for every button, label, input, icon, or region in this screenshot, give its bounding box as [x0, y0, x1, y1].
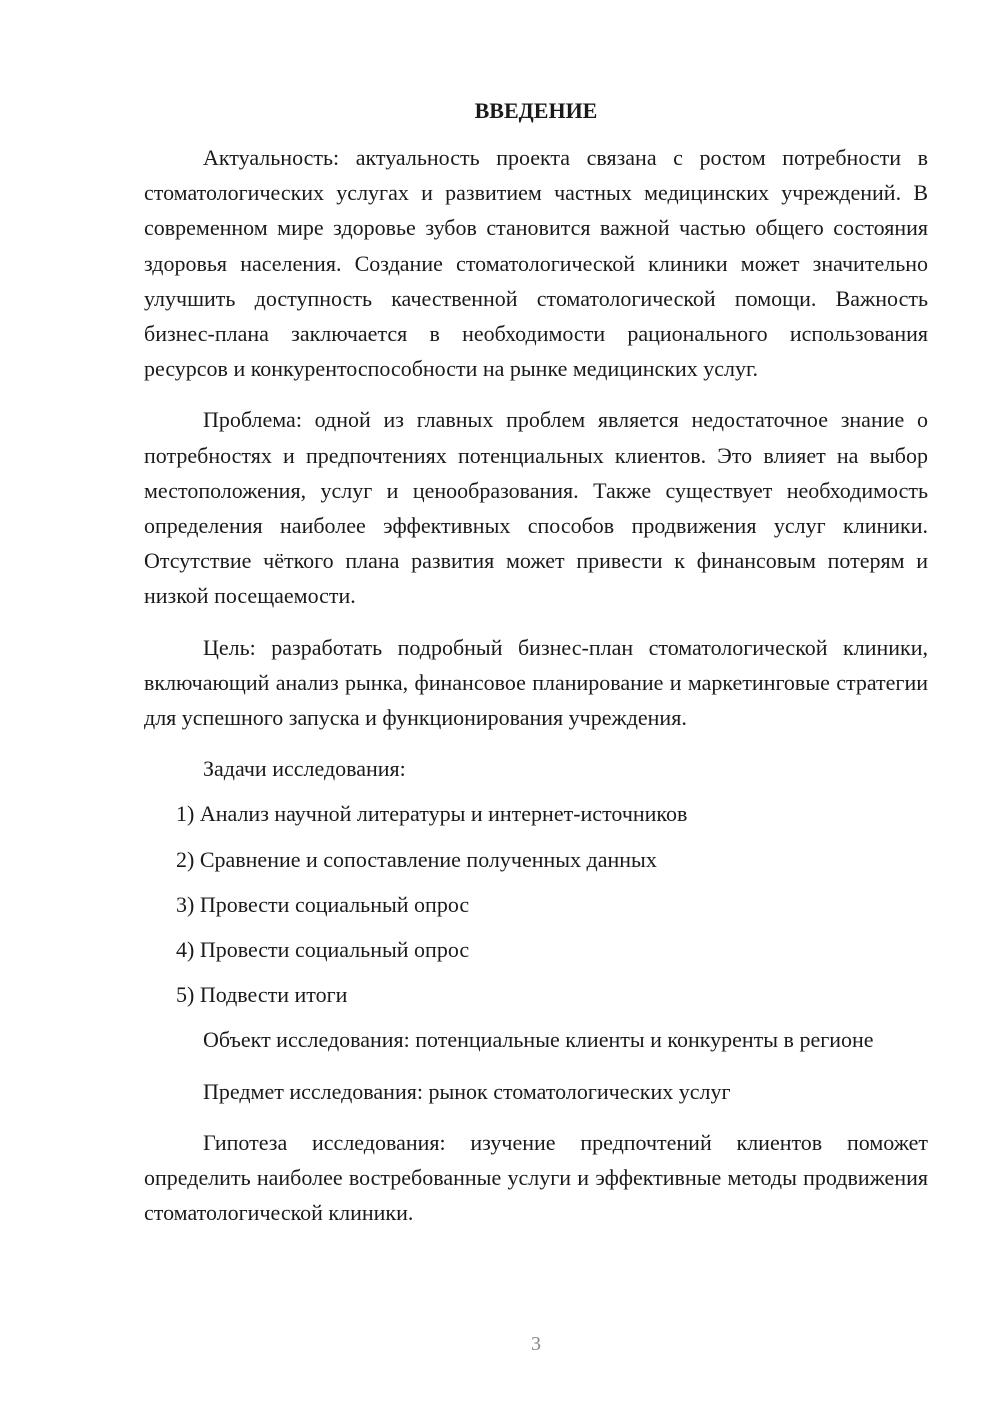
paragraph-object: Объект исследования: потенциальные клиенты и конкуренты в регионе [203, 1027, 874, 1053]
page-title: ВВЕДЕНИЕ [474, 98, 598, 123]
list-item: 4) Провести социальный опрос [176, 937, 470, 963]
paragraph-relevance: Актуальность: актуальность проекта связана с ростом потребности в стоматологических услугах и развитием частных медицинских учреждений. В современном мире здоровье зубов становится важной частью общего состояния здоровья населения. Создание стоматологической клиники может значительно улучшить доступность качественной стоматологической помощи. Важность бизнес-плана заключается в необходимости рационального использования ресурсов и конкурентоспособности на рынке медицинских услуг. [144, 145, 928, 382]
list-item: 1) Анализ научной литературы и интернет-источников [176, 801, 688, 827]
document-page [144, 96, 928, 1230]
paragraph-problem: Проблема: одной из главных проблем является недостаточное знание о потребностях и предпочтениях потенциальных клиентов. Это влияет на выбор местоположения, услуг и ценообразования. Также существует необходимость определения наиболее эффективных способов продвижения услуг клиники. Отсутствие чёткого плана развития может привести к финансовым потерям и низкой посещаемости. [144, 407, 928, 609]
tasks-title: Задачи исследования: [203, 756, 406, 782]
paragraph-hypothesis: Гипотеза исследования: изучение предпочтений клиентов поможет определить наиболее востребованные услуги и эффективные методы продвижения стоматологической клиники. [144, 1129, 928, 1226]
page-number: 3 [531, 1333, 541, 1355]
paragraph-goal: Цель: разработать подробный бизнес-план стоматологической клиники, включающий анализ рынка, финансовое планирование и маркетинговые стратегии для успешного запуска и функционирования учреждения. [144, 634, 928, 731]
paragraph-subject: Предмет исследования: рынок стоматологических услуг [203, 1078, 731, 1104]
list-item: 2) Сравнение и сопоставление полученных данных [176, 846, 657, 872]
task-list [144, 796, 928, 1012]
list-item: 5) Подвести итоги [176, 982, 348, 1008]
list-item: 3) Провести социальный опрос [176, 891, 470, 917]
